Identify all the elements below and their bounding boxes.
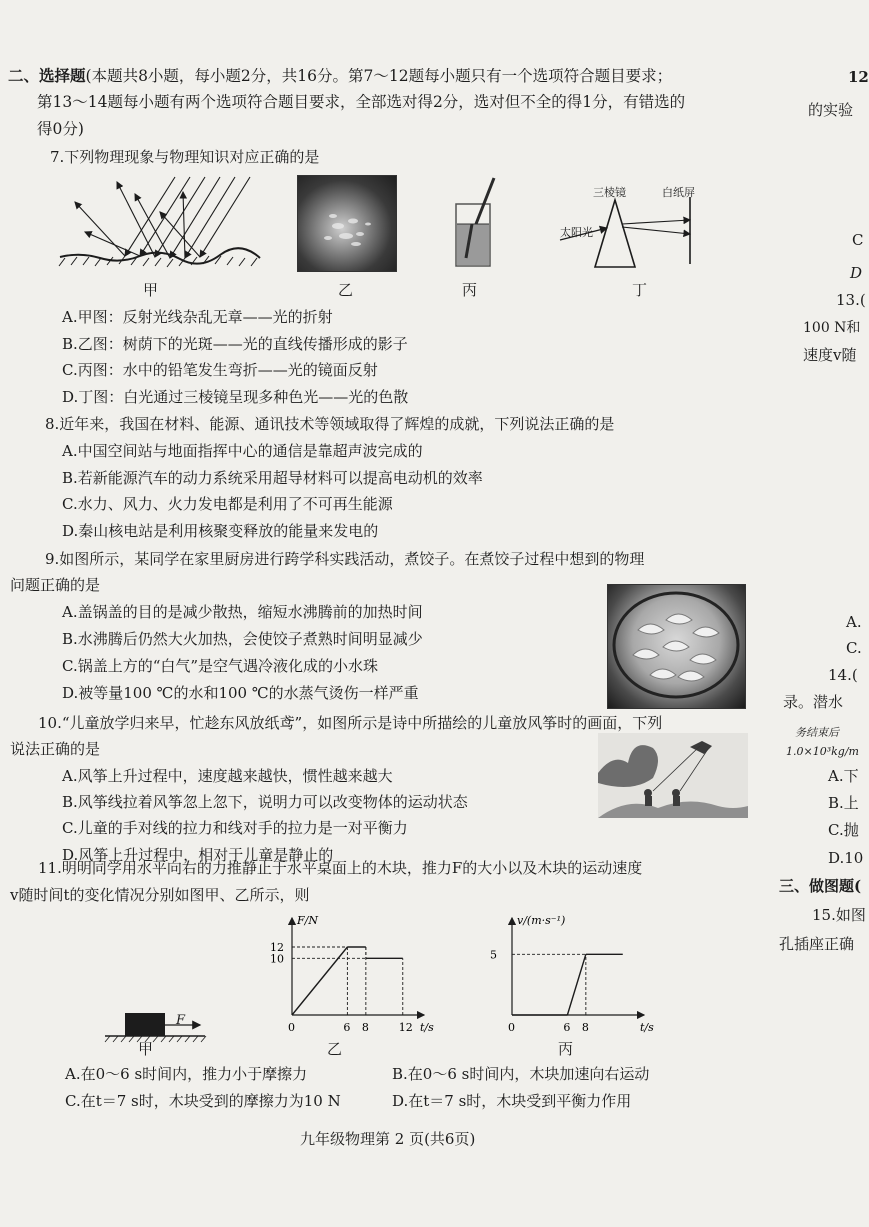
q9-stem-line2: 问题正确的是 [10, 576, 101, 594]
q11-option-b: B.在0～6 s时间内，木块加速向右运动 [392, 1065, 650, 1083]
q7-fig-label-4: 丁 [632, 281, 648, 299]
section-intro-line2: 第13～14题每小题有两个选项符合题目要求，全部选对得2分，选对但不全的得1分，有错选的 [37, 93, 686, 111]
q8-option-d: D.秦山核电站是利用核聚变释放的能量来发电的 [62, 522, 379, 540]
q9-option-a: A.盖锅盖的目的是减少散热，缩短水沸腾前的加热时间 [62, 603, 423, 621]
q9-option-c: C.锅盖上方的“白气”是空气遇冷液化成的小水珠 [62, 657, 379, 675]
x-axis-label: t/s [640, 1021, 654, 1034]
q11-stem-line1: 11.明明同学用水平向右的力推静止于水平桌面上的木块，推力F的大小以及木块的运动速度 [38, 859, 643, 877]
screen-label: 白纸屏 [662, 186, 695, 199]
q9-stem-line1: 9.如图所示，某同学在家里厨房进行跨学科实践活动，煮饺子。在煮饺子过程中想到的物理 [45, 550, 645, 568]
q7-stem: 7.下列物理现象与物理知识对应正确的是 [50, 148, 320, 166]
x-tick-label: 6 [343, 1021, 351, 1034]
edge-fragment: C.抛 [828, 821, 859, 839]
edge-fragment: 1.0×10³kg/m [786, 745, 859, 758]
prism-label: 三棱镜 [593, 186, 626, 199]
x-tick-label: 0 [508, 1021, 515, 1034]
y-axis-label: F/N [297, 914, 318, 927]
q7-fig-light-spots-photo [297, 175, 397, 272]
edge-fragment: 14.( [828, 666, 858, 684]
q11-option-d: D.在t＝7 s时，木块受到平衡力作用 [392, 1092, 632, 1110]
x-tick-label: 6 [563, 1021, 571, 1034]
force-time-chart [262, 905, 437, 1035]
edge-fragment: 三、做图题( [779, 877, 862, 895]
q9-option-b: B.水沸腾后仍然大火加热，会使饺子煮熟时间明显减少 [62, 630, 423, 648]
q8-stem: 8.近年来，我国在材料、能源、通讯技术等领域取得了辉煌的成就，下列说法正确的是 [45, 415, 615, 433]
edge-fragment: A. [846, 613, 862, 631]
q8-option-a: A.中国空间站与地面指挥中心的通信是靠超声波完成的 [62, 442, 423, 460]
q7-fig-prism-dispersion [560, 172, 720, 272]
edge-fragment: 速度v随 [803, 346, 857, 364]
q11-option-a: A.在0～6 s时间内，推力小于摩擦力 [65, 1065, 308, 1083]
edge-fragment: C. [846, 639, 862, 657]
section-intro-line3: 得0分) [37, 120, 84, 138]
force-label: F [176, 1013, 186, 1028]
velocity-time-chart [490, 905, 654, 1035]
q7-option-c: C.丙图：水中的铅笔发生弯折——光的镜面反射 [62, 361, 378, 379]
q10-option-c: C.儿童的手对线的拉力和线对手的拉力是一对平衡力 [62, 819, 408, 837]
reflected-rays [75, 182, 200, 258]
page-footer: 九年级物理第 2 页(共6页) [300, 1130, 476, 1148]
section-heading [8, 65, 672, 87]
q10-stem-line1: 10.“儿童放学归来早，忙趁东风放纸鸢”，如图所示是诗中所描绘的儿童放风筝时的画面，下列 [38, 714, 663, 732]
q9-option-d: D.被等量100 ℃的水和100 ℃的水蒸气烫伤一样严重 [62, 684, 419, 702]
edge-fragment: 100 N和 [803, 320, 861, 336]
y-tick-label: 5 [490, 948, 497, 962]
x-tick-label: 8 [581, 1021, 589, 1034]
q8-option-b: B.若新能源汽车的动力系统采用超导材料可以提高电动机的效率 [62, 469, 483, 487]
q11-fig-label-3: 丙 [558, 1040, 574, 1058]
edge-fragment: A.下 [828, 767, 859, 785]
edge-fragment: 孔插座正确 [779, 935, 855, 953]
hatch-marks [59, 256, 257, 267]
edge-fragment: 务结束后 [795, 726, 839, 739]
incident-rays [125, 177, 250, 258]
edge-fragment: 13.( [836, 291, 866, 309]
q7-option-d: D.丁图：白光通过三棱镜呈现多种色光——光的色散 [62, 388, 409, 406]
edge-fragment: 的实验 [808, 101, 854, 119]
q11-option-c: C.在t＝7 s时，木块受到的摩擦力为10 N [65, 1092, 341, 1110]
q11-stem-line2: v随时间t的变化情况分别如图甲、乙所示，则 [10, 886, 310, 904]
y-tick-label: 12 [270, 941, 284, 954]
x-tick-label: 8 [361, 1021, 369, 1034]
q10-kite-scene [598, 733, 748, 818]
edge-fragment: 15.如图 [812, 906, 866, 924]
y-axis-label: v/(m·s⁻¹) [517, 914, 566, 927]
q7-option-b: B.乙图：树荫下的光斑——光的直线传播形成的影子 [62, 335, 408, 353]
q11-fig-block [100, 1005, 210, 1045]
x-tick-label: 0 [288, 1021, 295, 1034]
q10-option-b: B.风筝线拉着风筝忽上忽下，说明力可以改变物体的运动状态 [62, 793, 468, 811]
q10-stem-line2: 说法正确的是 [10, 740, 101, 758]
edge-fragment: D.10 [828, 849, 864, 867]
q10-option-d: D.风筝上升过程中，相对于儿童是静止的 [62, 846, 334, 864]
q7-option-a: A.甲图：反射光线杂乱无章——光的折射 [62, 308, 333, 326]
edge-fragment: 录。潜水 [783, 693, 844, 711]
q7-fig-label-2: 乙 [338, 281, 354, 299]
section-intro-line1: (本题共8小题，每小题2分，共16分。第7～12题每小题只有一个选项符合题目要求； [85, 67, 673, 85]
q7-fig-label-3: 丙 [462, 281, 478, 299]
edge-fragment: C [852, 231, 864, 249]
q11-fig-label-2: 乙 [327, 1040, 343, 1058]
q7-fig-diffuse-reflection [55, 172, 270, 272]
section-title: 二、选择题 [8, 66, 86, 85]
edge-fragment: B.上 [828, 794, 859, 812]
sunlight-label: 太阳光 [560, 226, 593, 239]
q9-dumplings-photo [607, 584, 746, 709]
series-segment [292, 947, 347, 1015]
q7-fig-label-1: 甲 [143, 281, 159, 299]
q8-option-c: C.水力、风力、火力发电都是利用了不可再生能源 [62, 495, 393, 513]
series-segment [567, 954, 585, 1015]
edge-fragment: D [850, 264, 863, 282]
y-tick-label: 10 [270, 952, 284, 966]
edge-fragment: 12 [848, 68, 869, 86]
q11-fig-label-1: 甲 [138, 1040, 154, 1058]
q7-fig-pencil-in-water [448, 172, 498, 272]
q10-option-a: A.风筝上升过程中，速度越来越快，惯性越来越大 [62, 767, 393, 785]
x-axis-label: t/s [420, 1021, 434, 1034]
x-tick-label: 12 [398, 1021, 413, 1034]
